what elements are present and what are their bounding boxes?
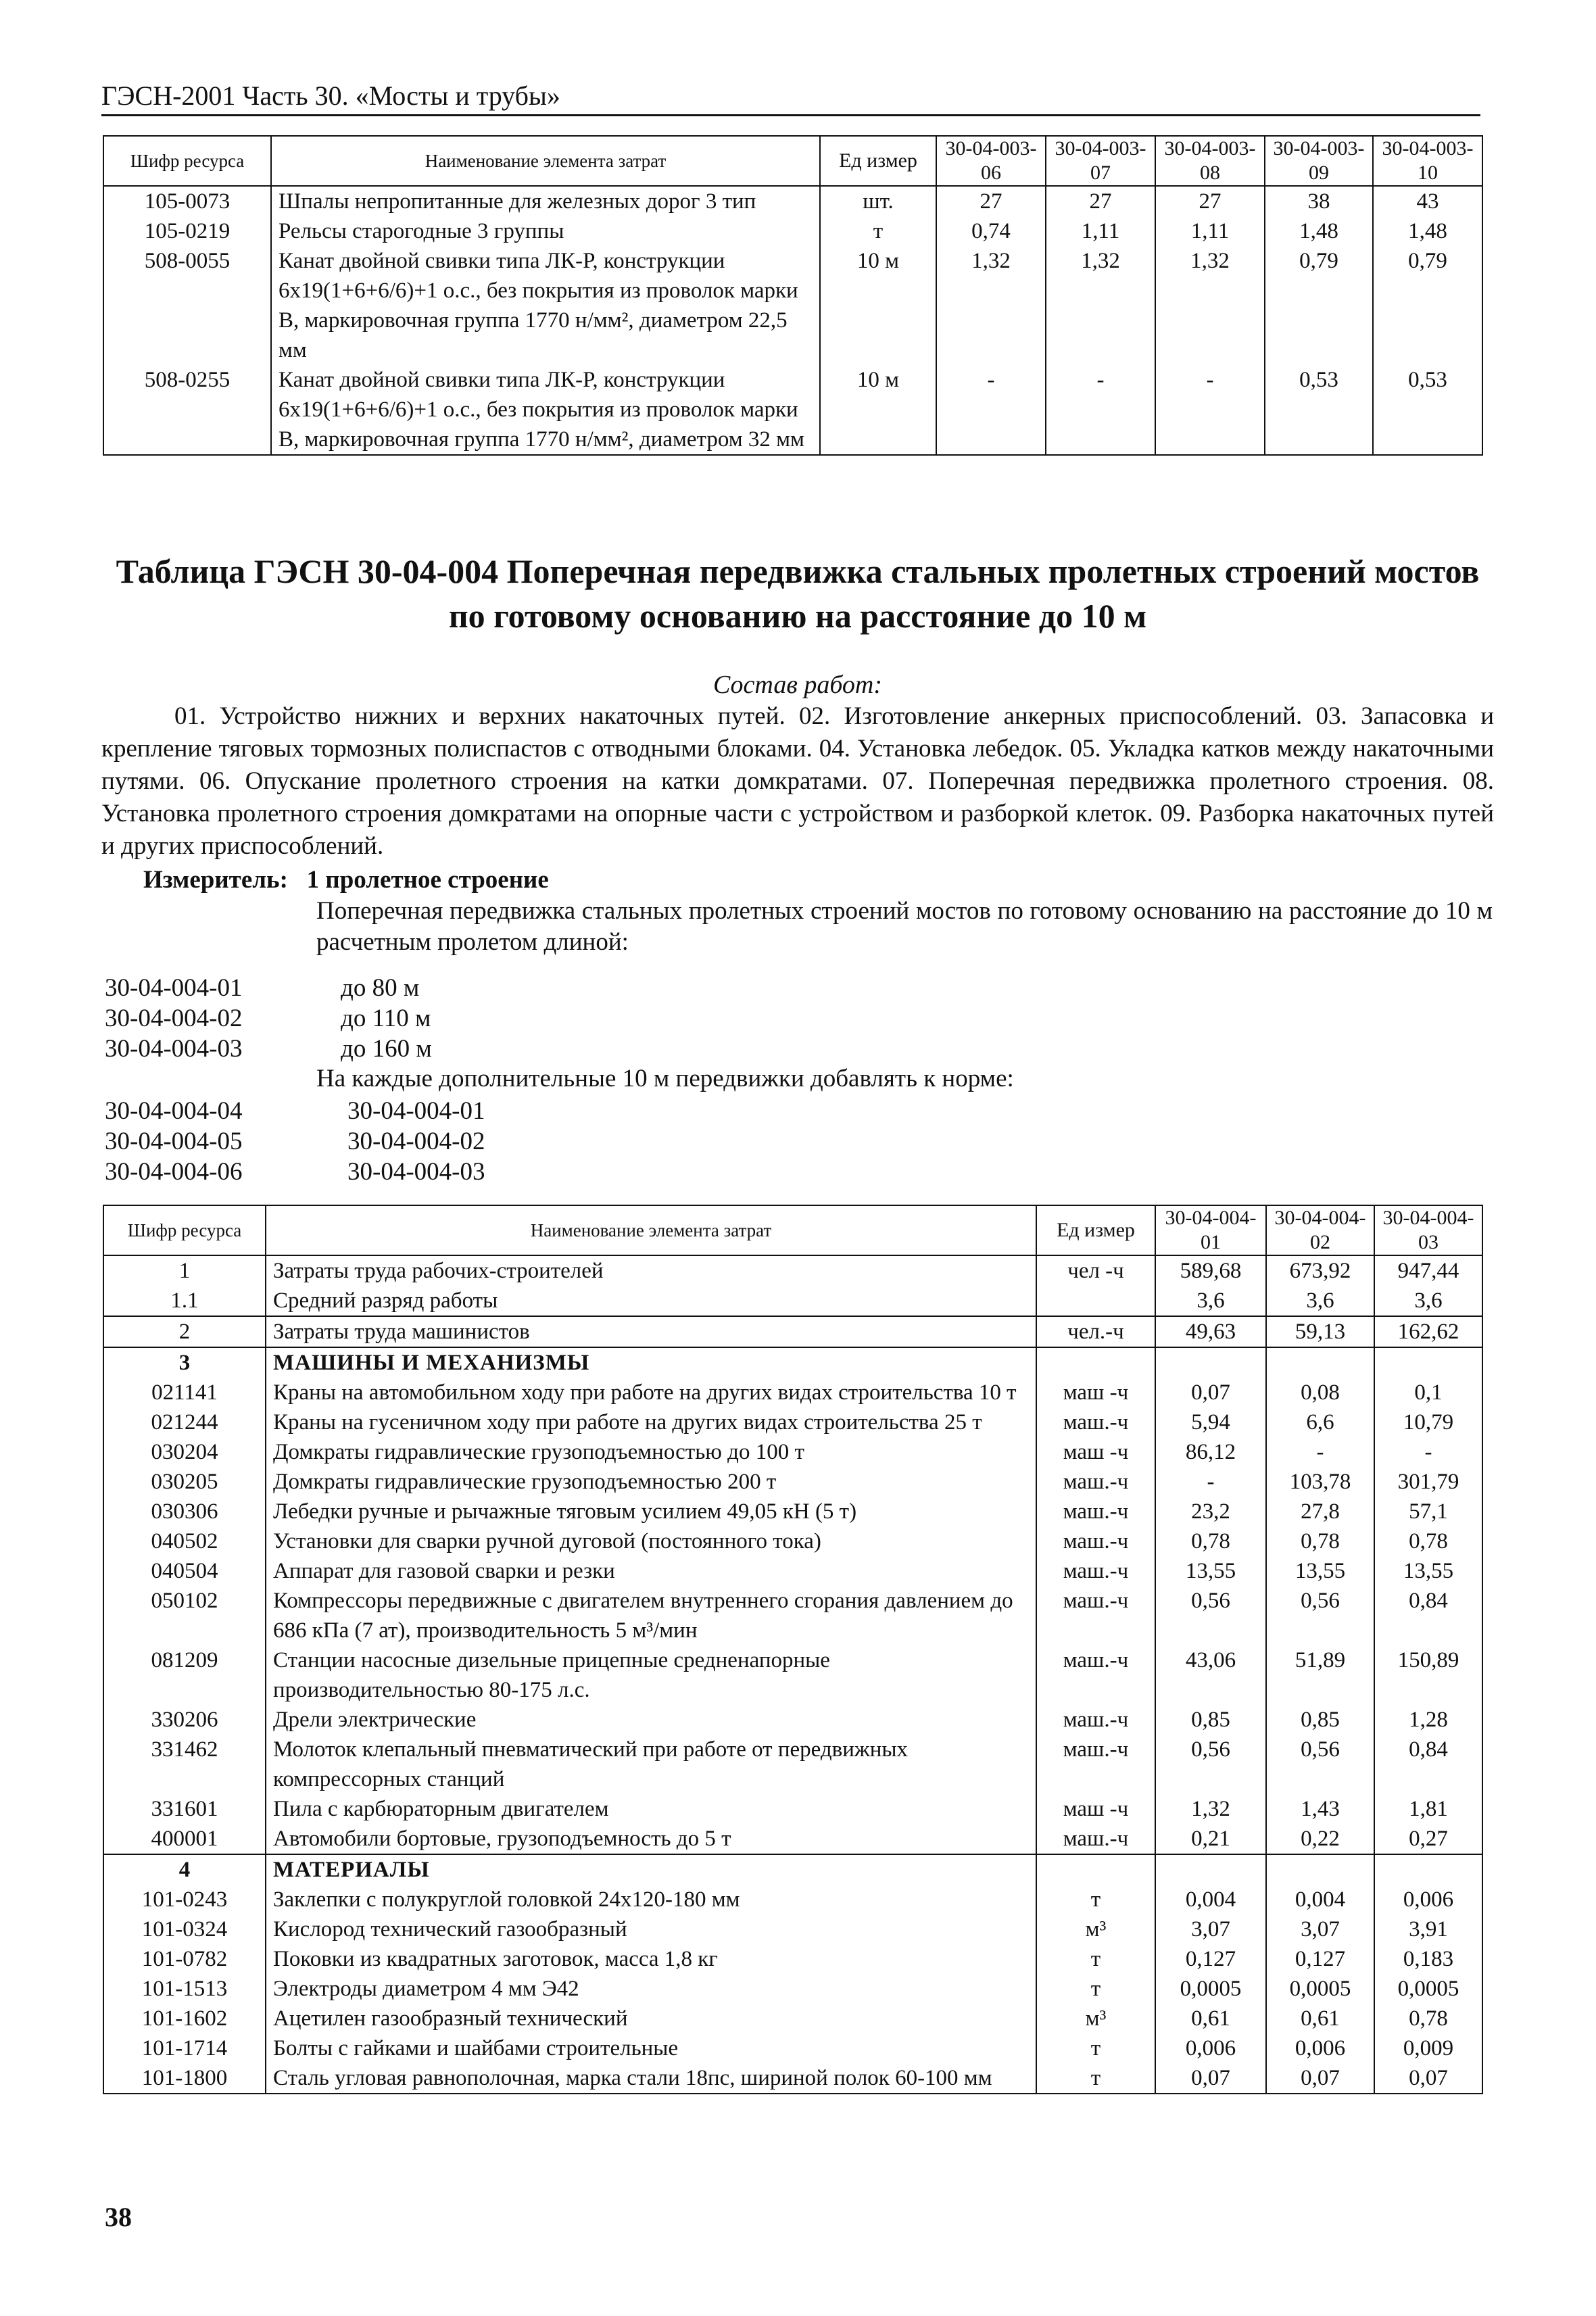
table-row — [103, 1437, 1482, 1467]
resource-value: - — [1046, 365, 1155, 455]
table-row — [103, 216, 1482, 246]
table-row — [103, 1645, 1482, 1705]
resource-value: 27 — [1155, 186, 1265, 216]
resource-value: 0,78 — [1374, 1526, 1482, 1556]
add-ref: 30-04-004-01 — [347, 1097, 485, 1125]
resource-unit: маш.-ч — [1036, 1586, 1155, 1645]
resource-name: МАТЕРИАЛЫ — [266, 1854, 1036, 1885]
resource-value: 0,0005 — [1374, 1974, 1482, 2004]
resource-value: 6,6 — [1266, 1407, 1374, 1437]
header-col: 30-04-003-07 — [1046, 136, 1155, 186]
resource-value: 0,004 — [1155, 1885, 1266, 1914]
norm-text: до 110 м — [341, 1005, 431, 1032]
resource-unit: 10 м — [820, 246, 936, 365]
resource-value: 0,78 — [1155, 1526, 1266, 1556]
resource-value: 13,55 — [1266, 1556, 1374, 1586]
table-row — [103, 1944, 1482, 1974]
header-name: Наименование элемента затрат — [271, 136, 820, 186]
resource-name: Краны на гусеничном ходу при работе на других видах строительства 25 т — [266, 1407, 1036, 1437]
resource-value: 0,56 — [1155, 1586, 1266, 1645]
resource-value: 0,21 — [1155, 1824, 1266, 1854]
resource-code: 030205 — [103, 1467, 266, 1497]
resource-name: Аппарат для газовой сварки и резки — [266, 1556, 1036, 1586]
resource-unit: 10 м — [820, 365, 936, 455]
resource-code: 030204 — [103, 1437, 266, 1467]
resource-name: Домкраты гидравлические грузоподъемностью 200 т — [266, 1467, 1036, 1497]
resource-name: Канат двойной свивки типа ЛК-Р, конструкции 6х19(1+6+6/6)+1 о.с., без покрытия из проволок марки В, маркировочная группа 1770 н/мм², диаметром 22,5 мм — [271, 246, 820, 365]
resource-value: 0,183 — [1374, 1944, 1482, 1974]
resource-code: 2 — [103, 1316, 266, 1347]
resource-value: 0,07 — [1155, 1378, 1266, 1407]
resource-value: 673,92 — [1266, 1255, 1374, 1286]
header-col: 30-04-003-09 — [1265, 136, 1373, 186]
resource-table-2 — [103, 1205, 1483, 2094]
resource-value: 0,22 — [1266, 1824, 1374, 1854]
resource-unit: маш.-ч — [1036, 1556, 1155, 1586]
table-row — [103, 1378, 1482, 1407]
norm-code: 30-04-004-02 — [105, 1005, 243, 1032]
resource-value: 0,53 — [1373, 365, 1482, 455]
table-row — [103, 2033, 1482, 2063]
resource-value: 3,6 — [1266, 1286, 1374, 1316]
resource-value: 3,91 — [1374, 1914, 1482, 1944]
resource-value: 589,68 — [1155, 1255, 1266, 1286]
add-code: 30-04-004-06 — [105, 1158, 243, 1186]
resource-value: 0,78 — [1266, 1526, 1374, 1556]
table-row — [103, 1824, 1482, 1854]
resource-code: 1 — [103, 1255, 266, 1286]
resource-value: 0,85 — [1266, 1705, 1374, 1735]
resource-code: 101-0243 — [103, 1885, 266, 1914]
resource-value: 0,07 — [1374, 2063, 1482, 2094]
header-code: Шифр ресурса — [103, 136, 271, 186]
resource-value: 0,0005 — [1266, 1974, 1374, 2004]
resource-code: 040502 — [103, 1526, 266, 1556]
resource-value — [1266, 1347, 1374, 1378]
resource-name: Молоток клепальный пневматический при работе от передвижных компрессорных станций — [266, 1735, 1036, 1794]
meter-value: 1 пролетное строение — [306, 866, 549, 894]
resource-name: Лебедки ручные и рычажные тяговым усилием 49,05 кН (5 т) — [266, 1497, 1036, 1526]
resource-value: 103,78 — [1266, 1467, 1374, 1497]
table-row — [103, 1407, 1482, 1437]
resource-value: 86,12 — [1155, 1437, 1266, 1467]
table-row — [103, 186, 1482, 216]
header-col: 30-04-003-06 — [936, 136, 1046, 186]
resource-code: 1.1 — [103, 1286, 266, 1316]
meter-label: Измеритель: — [143, 866, 288, 894]
table-row — [103, 1467, 1482, 1497]
resource-value: 0,0005 — [1155, 1974, 1266, 2004]
resource-name: Электроды диаметром 4 мм Э42 — [266, 1974, 1036, 2004]
resource-code: 021141 — [103, 1378, 266, 1407]
resource-unit: маш.-ч — [1036, 1735, 1155, 1794]
table-row — [103, 1526, 1482, 1556]
resource-unit: маш.-ч — [1036, 1824, 1155, 1854]
resource-name: Затраты труда машинистов — [266, 1316, 1036, 1347]
resource-code: 101-0782 — [103, 1944, 266, 1974]
table-row — [103, 1794, 1482, 1824]
resource-value: 1,32 — [936, 246, 1046, 365]
resource-value: 0,127 — [1155, 1944, 1266, 1974]
resource-unit: маш.-ч — [1036, 1467, 1155, 1497]
table-row — [103, 1705, 1482, 1735]
resource-value: 38 — [1265, 186, 1373, 216]
resource-unit: т — [1036, 1944, 1155, 1974]
header-col: 30-04-004-01 — [1155, 1205, 1266, 1255]
resource-unit: маш -ч — [1036, 1794, 1155, 1824]
resource-value: 1,32 — [1155, 246, 1265, 365]
resource-code: 331601 — [103, 1794, 266, 1824]
resource-value: 0,61 — [1266, 2004, 1374, 2033]
resource-name: Автомобили бортовые, грузоподъемность до 5 т — [266, 1824, 1036, 1854]
resource-value: 0,08 — [1266, 1378, 1374, 1407]
resource-code: 105-0073 — [103, 186, 271, 216]
additional-note: На каждые дополнительные 10 м передвижки добавлять к норме: — [316, 1065, 1014, 1092]
resource-unit: т — [1036, 1885, 1155, 1914]
resource-code: 021244 — [103, 1407, 266, 1437]
resource-name: Шпалы непропитанные для железных дорог 3 тип — [271, 186, 820, 216]
header-col: 30-04-003-10 — [1373, 136, 1482, 186]
table-header-row — [103, 1205, 1482, 1255]
resource-value: 3,07 — [1266, 1914, 1374, 1944]
resource-code: 331462 — [103, 1735, 266, 1794]
resource-code: 101-1800 — [103, 2063, 266, 2094]
table-row — [103, 1556, 1482, 1586]
header-col: 30-04-004-02 — [1266, 1205, 1374, 1255]
resource-value: 0,74 — [936, 216, 1046, 246]
resource-unit: т — [1036, 1974, 1155, 2004]
resource-name: Сталь угловая равнополочная, марка стали 18пс, шириной полок 60-100 мм — [266, 2063, 1036, 2094]
resource-unit — [1036, 1854, 1155, 1885]
resource-code: 105-0219 — [103, 216, 271, 246]
resource-name: Дрели электрические — [266, 1705, 1036, 1735]
resource-unit: т — [1036, 2063, 1155, 2094]
header-name: Наименование элемента затрат — [266, 1205, 1036, 1255]
resource-table-1 — [103, 135, 1483, 456]
resource-code: 101-1714 — [103, 2033, 266, 2063]
resource-value: 0,07 — [1266, 2063, 1374, 2094]
resource-code: 040504 — [103, 1556, 266, 1586]
table-title: Таблица ГЭСН 30-04-004 Поперечная передвижка стальных пролетных строений мостов по готовому основанию на расстояние до 10 м — [116, 552, 1480, 635]
resource-code: 400001 — [103, 1824, 266, 1854]
resource-value: 1,32 — [1046, 246, 1155, 365]
resource-value: 0,27 — [1374, 1824, 1482, 1854]
resource-value: - — [936, 365, 1046, 455]
add-ref: 30-04-004-03 — [347, 1158, 485, 1186]
resource-code: 508-0055 — [103, 246, 271, 365]
resource-unit — [1036, 1347, 1155, 1378]
resource-value: 1,32 — [1155, 1794, 1266, 1824]
resource-name: Кислород технический газообразный — [266, 1914, 1036, 1944]
work-composition-text: 01. Устройство нижних и верхних накаточных путей. 02. Изготовление анкерных приспособлений. 03. Запасовка и крепление тяговых тормозных полиспастов с отводными блоками. 04. Установка лебедок. 05. Укладка катков между накаточными путями. 06. Опускание пролетного строения на катки домкратами. 07. Поперечная передвижка пролетного строения. 08. Установка пролетного строения домкратами на опорные части с устройством и разборкой клеток. 09. Разборка накаточных путей и других приспособлений. — [101, 702, 1494, 860]
resource-name: Пила с карбюраторным двигателем — [266, 1794, 1036, 1824]
table-row — [103, 2063, 1482, 2094]
resource-value: 0,84 — [1374, 1735, 1482, 1794]
resource-name: Краны на автомобильном ходу при работе на других видах строительства 10 т — [266, 1378, 1036, 1407]
table-row — [103, 365, 1482, 455]
resource-value: 0,07 — [1155, 2063, 1266, 2094]
table-row — [103, 246, 1482, 365]
resource-name: Компрессоры передвижные с двигателем внутреннего сгорания давлением до 686 кПа (7 ат), производительность 5 м³/мин — [266, 1586, 1036, 1645]
resource-code: 508-0255 — [103, 365, 271, 455]
resource-value: 0,127 — [1266, 1944, 1374, 1974]
resource-value: 1,43 — [1266, 1794, 1374, 1824]
resource-value — [1374, 1854, 1482, 1885]
resource-name: Домкраты гидравлические грузоподъемностью до 100 т — [266, 1437, 1036, 1467]
resource-value: 0,85 — [1155, 1705, 1266, 1735]
resource-value: 150,89 — [1374, 1645, 1482, 1705]
resource-value: 1,11 — [1155, 216, 1265, 246]
table-row — [103, 1255, 1482, 1286]
work-composition-heading: Состав работ: — [712, 671, 883, 699]
header-col: 30-04-004-03 — [1374, 1205, 1482, 1255]
resource-value: 0,61 — [1155, 2004, 1266, 2033]
resource-value: 301,79 — [1374, 1467, 1482, 1497]
table-row — [103, 1586, 1482, 1645]
resource-code: 101-1513 — [103, 1974, 266, 2004]
resource-value: - — [1266, 1437, 1374, 1467]
resource-code: 3 — [103, 1347, 266, 1378]
table-row — [103, 1854, 1482, 1885]
resource-code: 330206 — [103, 1705, 266, 1735]
table-row — [103, 1497, 1482, 1526]
resource-value: 1,11 — [1046, 216, 1155, 246]
resource-value: 27 — [1046, 186, 1155, 216]
norm-code: 30-04-004-01 — [105, 974, 243, 1002]
resource-value: 27,8 — [1266, 1497, 1374, 1526]
header-unit: Ед измер — [1036, 1205, 1155, 1255]
resource-value: - — [1374, 1437, 1482, 1467]
running-header: ГЭСН-2001 Часть 30. «Мосты и трубы» — [101, 80, 1480, 116]
resource-value: 947,44 — [1374, 1255, 1482, 1286]
resource-name: Поковки из квадратных заготовок, масса 1,8 кг — [266, 1944, 1036, 1974]
resource-value: 1,48 — [1265, 216, 1373, 246]
resource-unit: т — [820, 216, 936, 246]
resource-value: 3,6 — [1155, 1286, 1266, 1316]
resource-unit: шт. — [820, 186, 936, 216]
resource-name: Болты с гайками и шайбами строительные — [266, 2033, 1036, 2063]
resource-value: 0,53 — [1265, 365, 1373, 455]
resource-name: Средний разряд работы — [266, 1286, 1036, 1316]
resource-unit — [1036, 1286, 1155, 1316]
resource-name: МАШИНЫ И МЕХАНИЗМЫ — [266, 1347, 1036, 1378]
resource-value — [1266, 1854, 1374, 1885]
resource-code: 101-0324 — [103, 1914, 266, 1944]
resource-unit: м³ — [1036, 2004, 1155, 2033]
table-row — [103, 1316, 1482, 1347]
resource-value: 27 — [936, 186, 1046, 216]
resource-value: 0,1 — [1374, 1378, 1482, 1407]
resource-unit: маш -ч — [1036, 1437, 1155, 1467]
resource-value: 59,13 — [1266, 1316, 1374, 1347]
resource-value: - — [1155, 1467, 1266, 1497]
resource-value: 1,28 — [1374, 1705, 1482, 1735]
resource-value: 0,56 — [1266, 1735, 1374, 1794]
resource-value: 0,006 — [1155, 2033, 1266, 2063]
table-header-row — [103, 136, 1482, 186]
resource-unit: маш.-ч — [1036, 1497, 1155, 1526]
resource-unit: маш.-ч — [1036, 1645, 1155, 1705]
resource-value: 43,06 — [1155, 1645, 1266, 1705]
resource-name: Рельсы старогодные 3 группы — [271, 216, 820, 246]
norm-text: до 160 м — [341, 1035, 432, 1063]
resource-value: 0,006 — [1266, 2033, 1374, 2063]
resource-unit: маш -ч — [1036, 1378, 1155, 1407]
table-row — [103, 1347, 1482, 1378]
resource-value: 23,2 — [1155, 1497, 1266, 1526]
resource-name: Станции насосные дизельные прицепные средненапорные производительностью 80-175 л.с. — [266, 1645, 1036, 1705]
resource-value: 51,89 — [1266, 1645, 1374, 1705]
resource-value: 162,62 — [1374, 1316, 1482, 1347]
resource-code: 081209 — [103, 1645, 266, 1705]
resource-unit: чел.-ч — [1036, 1316, 1155, 1347]
resource-value: 0,84 — [1374, 1586, 1482, 1645]
resource-unit: маш.-ч — [1036, 1705, 1155, 1735]
resource-value: 1,81 — [1374, 1794, 1482, 1824]
meter-line — [143, 865, 549, 894]
resource-value: 3,07 — [1155, 1914, 1266, 1944]
resource-value — [1155, 1854, 1266, 1885]
resource-code: 101-1602 — [103, 2004, 266, 2033]
resource-code: 030306 — [103, 1497, 266, 1526]
resource-value: 0,79 — [1373, 246, 1482, 365]
resource-value: 0,009 — [1374, 2033, 1482, 2063]
header-unit: Ед измер — [820, 136, 936, 186]
norm-code: 30-04-004-03 — [105, 1035, 243, 1063]
resource-value — [1374, 1347, 1482, 1378]
resource-value: 0,56 — [1266, 1586, 1374, 1645]
resource-name: Канат двойной свивки типа ЛК-Р, конструкции 6х19(1+6+6/6)+1 о.с., без покрытия из проволок марки В, маркировочная группа 1770 н/мм², диаметром 32 мм — [271, 365, 820, 455]
resource-value: 10,79 — [1374, 1407, 1482, 1437]
header-code: Шифр ресурса — [103, 1205, 266, 1255]
norm-text: до 80 м — [341, 974, 420, 1002]
resource-value: 0,006 — [1374, 1885, 1482, 1914]
resource-value: - — [1155, 365, 1265, 455]
add-code: 30-04-004-05 — [105, 1128, 243, 1155]
add-code: 30-04-004-04 — [105, 1097, 243, 1125]
resource-name: Затраты труда рабочих-строителей — [266, 1255, 1036, 1286]
resource-unit: маш.-ч — [1036, 1407, 1155, 1437]
page-number: 38 — [105, 2202, 132, 2232]
meter-description: Поперечная передвижка стальных пролетных строений мостов по готовому основанию на расстояние до 10 м расчетным пролетом длиной: — [316, 897, 1493, 956]
resource-value: 0,56 — [1155, 1735, 1266, 1794]
resource-value: 43 — [1373, 186, 1482, 216]
table-row — [103, 1735, 1482, 1794]
resource-value: 13,55 — [1374, 1556, 1482, 1586]
table-row — [103, 2004, 1482, 2033]
resource-value: 0,78 — [1374, 2004, 1482, 2033]
resource-value: 5,94 — [1155, 1407, 1266, 1437]
resource-unit: т — [1036, 2033, 1155, 2063]
table-row — [103, 1914, 1482, 1944]
table-row — [103, 1286, 1482, 1316]
table-row — [103, 1885, 1482, 1914]
resource-code: 050102 — [103, 1586, 266, 1645]
resource-unit: м³ — [1036, 1914, 1155, 1944]
resource-unit: маш.-ч — [1036, 1526, 1155, 1556]
resource-name: Установки для сварки ручной дуговой (постоянного тока) — [266, 1526, 1036, 1556]
resource-code: 4 — [103, 1854, 266, 1885]
add-ref: 30-04-004-02 — [347, 1128, 485, 1155]
resource-unit: чел -ч — [1036, 1255, 1155, 1286]
resource-value — [1155, 1347, 1266, 1378]
resource-value: 0,004 — [1266, 1885, 1374, 1914]
resource-value: 3,6 — [1374, 1286, 1482, 1316]
resource-value: 1,48 — [1373, 216, 1482, 246]
resource-value: 49,63 — [1155, 1316, 1266, 1347]
resource-value: 0,79 — [1265, 246, 1373, 365]
resource-value: 13,55 — [1155, 1556, 1266, 1586]
resource-name: Заклепки с полукруглой головкой 24х120-180 мм — [266, 1885, 1036, 1914]
header-col: 30-04-003-08 — [1155, 136, 1265, 186]
resource-value: 57,1 — [1374, 1497, 1482, 1526]
table-row — [103, 1974, 1482, 2004]
resource-name: Ацетилен газообразный технический — [266, 2004, 1036, 2033]
